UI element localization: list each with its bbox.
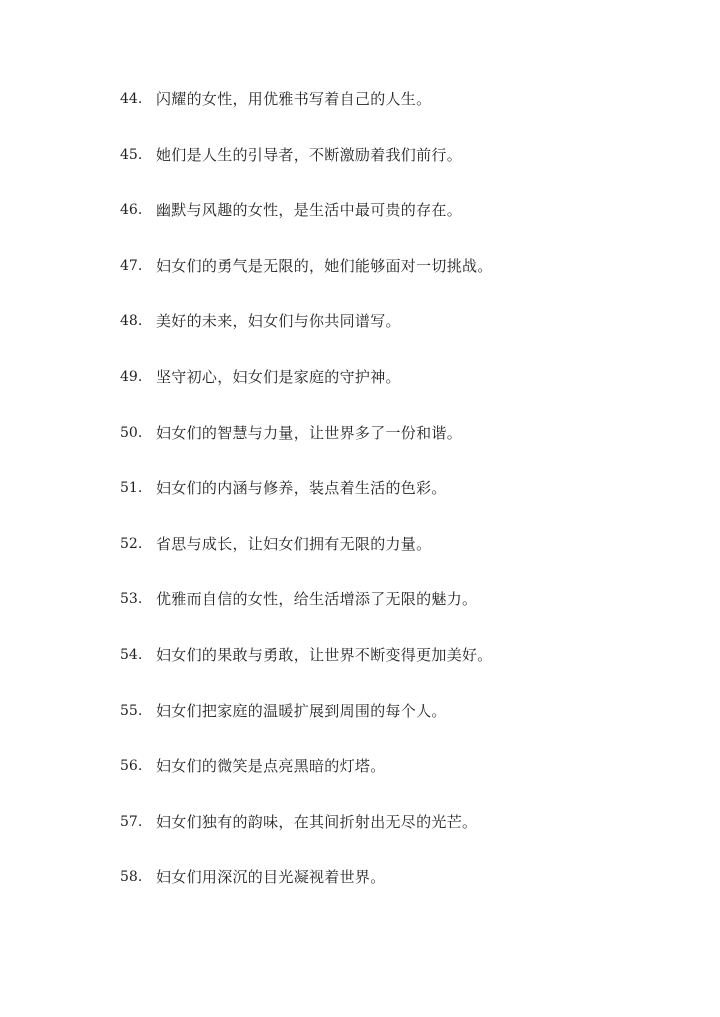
item-number: 58.: [120, 869, 143, 886]
item-number: 57.: [120, 813, 143, 830]
list-item: [120, 586, 680, 642]
item-text: 妇女们的微笑是点亮黑暗的灯塔。: [156, 757, 386, 776]
list-item: [120, 142, 680, 198]
list-item: [120, 753, 680, 809]
item-number: 53.: [120, 591, 143, 608]
item-number: 52.: [120, 535, 143, 552]
item-text: 妇女们的勇气是无限的，她们能够面对一切挑战。: [156, 256, 493, 275]
list-item: [120, 864, 680, 920]
item-text: 美好的未来，妇女们与你共同谱写。: [156, 312, 401, 331]
item-text: 妇女们的智慧与力量，让世界多了一份和谐。: [156, 423, 463, 442]
item-text: 妇女们的内涵与修养，装点着生活的色彩。: [156, 479, 447, 498]
item-text: 妇女们把家庭的温暖扩展到周围的每个人。: [156, 701, 447, 720]
item-text: 妇女们独有的韵味，在其间折射出无尽的光芒。: [156, 812, 478, 831]
list-item: [120, 531, 680, 587]
item-number: 49.: [120, 368, 143, 385]
item-number: 56.: [120, 758, 143, 775]
list-item: [120, 698, 680, 754]
item-text: 妇女们用深沉的目光凝视着世界。: [156, 868, 386, 887]
list-item: [120, 197, 680, 253]
list-item: [120, 420, 680, 476]
item-number: 54.: [120, 646, 143, 663]
item-number: 50.: [120, 424, 143, 441]
list-item: [120, 308, 680, 364]
item-text: 闪耀的女性，用优雅书写着自己的人生。: [156, 90, 432, 108]
numbered-list: [120, 86, 680, 920]
list-item: [120, 809, 680, 865]
item-text: 坚守初心，妇女们是家庭的守护神。: [156, 367, 401, 386]
item-text: 省思与成长，让妇女们拥有无限的力量。: [156, 534, 432, 553]
item-text: 幽默与风趣的女性，是生活中最可贵的存在。: [156, 201, 463, 220]
list-item: [120, 253, 680, 309]
item-number: 48.: [120, 313, 143, 330]
item-text: 妇女们的果敢与勇敢，让世界不断变得更加美好。: [156, 645, 493, 664]
item-number: 46.: [120, 202, 143, 219]
item-text: 她们是人生的引导者，不断激励着我们前行。: [156, 145, 463, 164]
list-item: [120, 86, 680, 142]
item-number: 44.: [120, 91, 143, 107]
item-text: 优雅而自信的女性，给生活增添了无限的魅力。: [156, 590, 478, 609]
list-item: [120, 364, 680, 420]
list-item: [120, 642, 680, 698]
item-number: 51.: [120, 480, 143, 497]
item-number: 55.: [120, 702, 143, 719]
list-item: [120, 475, 680, 531]
item-number: 45.: [120, 146, 143, 163]
item-number: 47.: [120, 257, 143, 274]
